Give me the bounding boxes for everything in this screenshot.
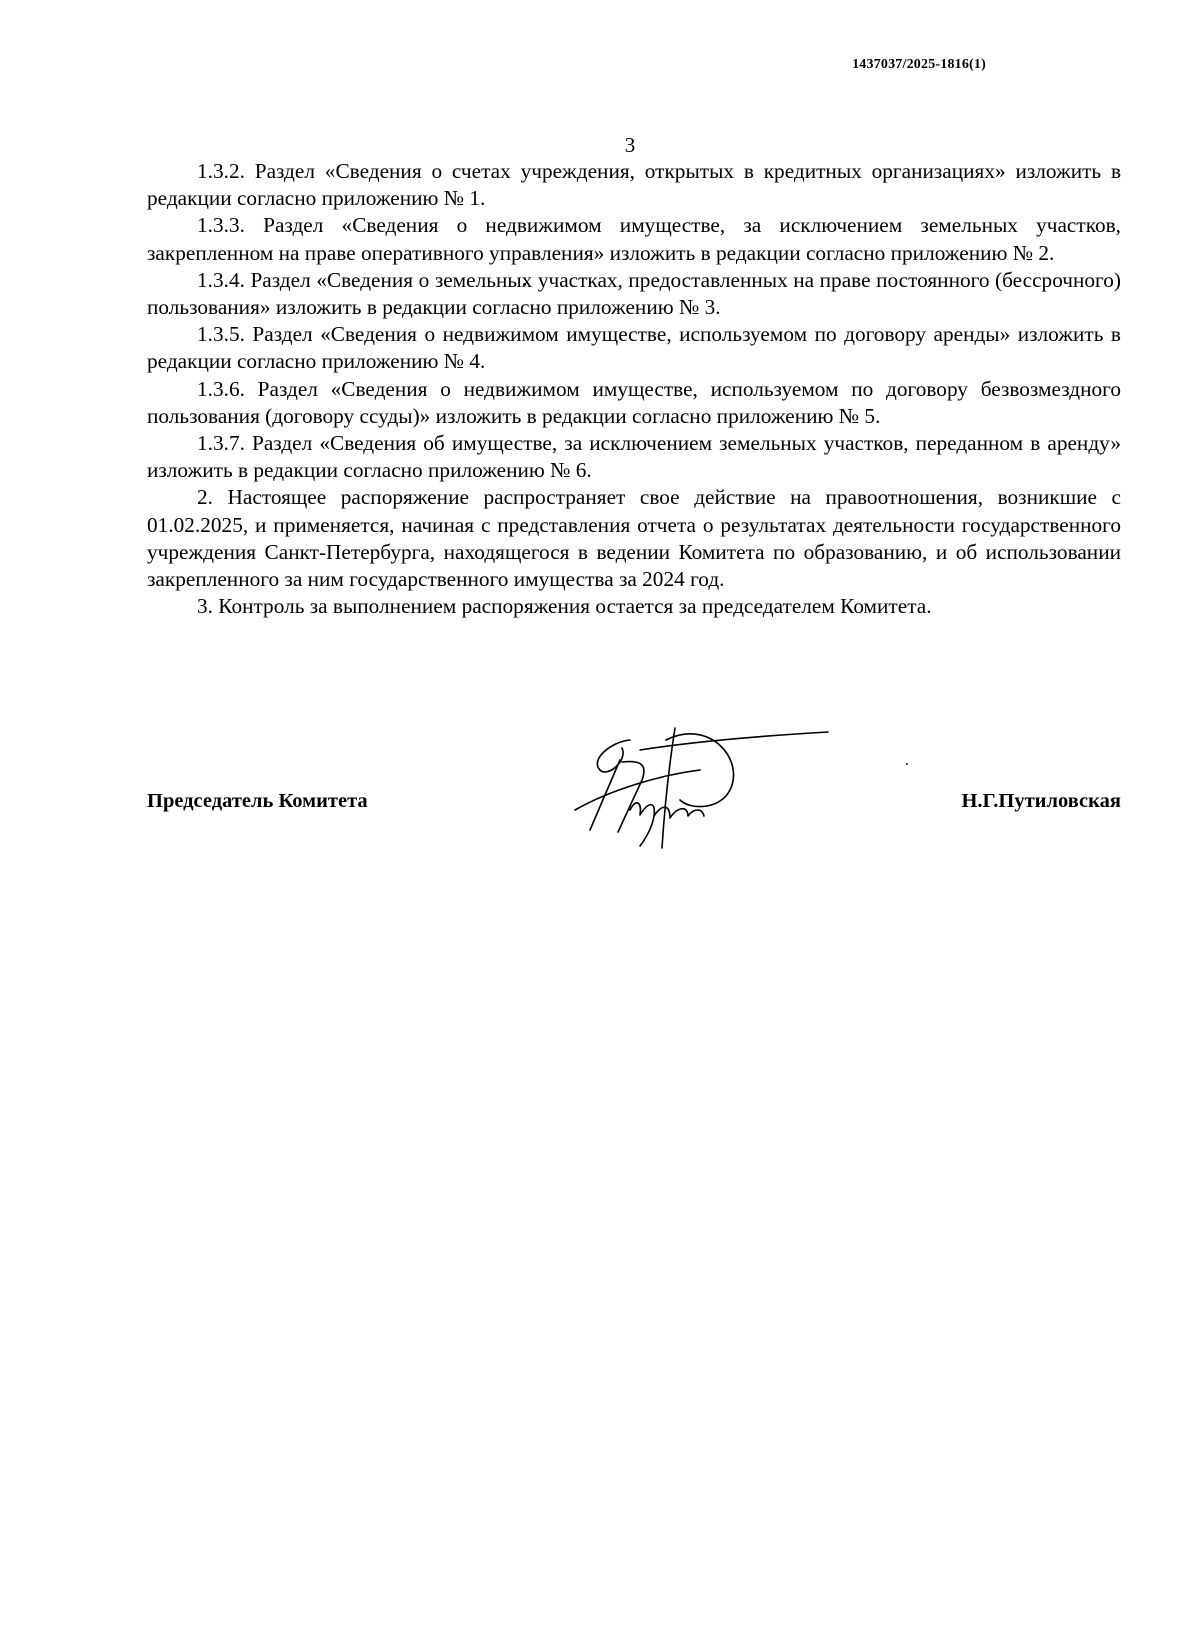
paragraph-3: 3. Контроль за выполнением распоряжения остается за председателем Комитета. xyxy=(197,594,932,619)
document-body xyxy=(147,158,1121,620)
signatory-name: Н.Г.Путиловская xyxy=(961,790,1121,812)
paragraph-1-3-2: 1.3.2. Раздел «Сведения о счетах учреждения, открытых в кредитных организациях» изложить в редакции согласно приложению № 1. xyxy=(147,159,1121,211)
paragraph-1-3-7: 1.3.7. Раздел «Сведения об имуществе, за исключением земельных участков, переданном в аренду» изложить в редакции согласно приложению № 6. xyxy=(147,431,1121,483)
handwritten-signature xyxy=(570,720,830,855)
paragraph-1-3-4: 1.3.4. Раздел «Сведения о земельных участках, предоставленных на праве постоянного (бессрочного) пользования» изложить в редакции согласно приложению № 3. xyxy=(147,267,1121,320)
paragraph-1-3-6: 1.3.6. Раздел «Сведения о недвижимом имуществе, используемом по договору безвозмездного пользования (договору ссуды)» изложить в редакции согласно приложению № 5. xyxy=(147,376,1121,428)
signature-block xyxy=(0,720,1200,860)
paragraph-1-3-5: 1.3.5. Раздел «Сведения о недвижимом имуществе, используемом по договору аренды» изложить в редакции согласно приложению № 4. xyxy=(147,322,1121,374)
document-reference-number: 1437037/2025-1816(1) xyxy=(852,57,986,72)
page-number: 3 xyxy=(624,133,636,157)
paragraph-2: 2. Настоящее распоряжение распространяет свое действие на правоотношения, возникшие с 01.02.2025, и применяется, начиная с представления отчета о результатах деятельности государственного учреждения Санкт-Петербурга, находящегося в ведении Комитета по образованию, и об использовании закрепленного за ним государственного имущества за 2024 год. xyxy=(147,485,1121,592)
signatory-title: Председатель Комитета xyxy=(147,790,368,812)
paragraph-1-3-3: 1.3.3. Раздел «Сведения о недвижимом имуществе, за исключением земельных участков, закрепленном на праве оперативного управления» изложить в редакции согласно приложению № 2. xyxy=(147,213,1121,265)
